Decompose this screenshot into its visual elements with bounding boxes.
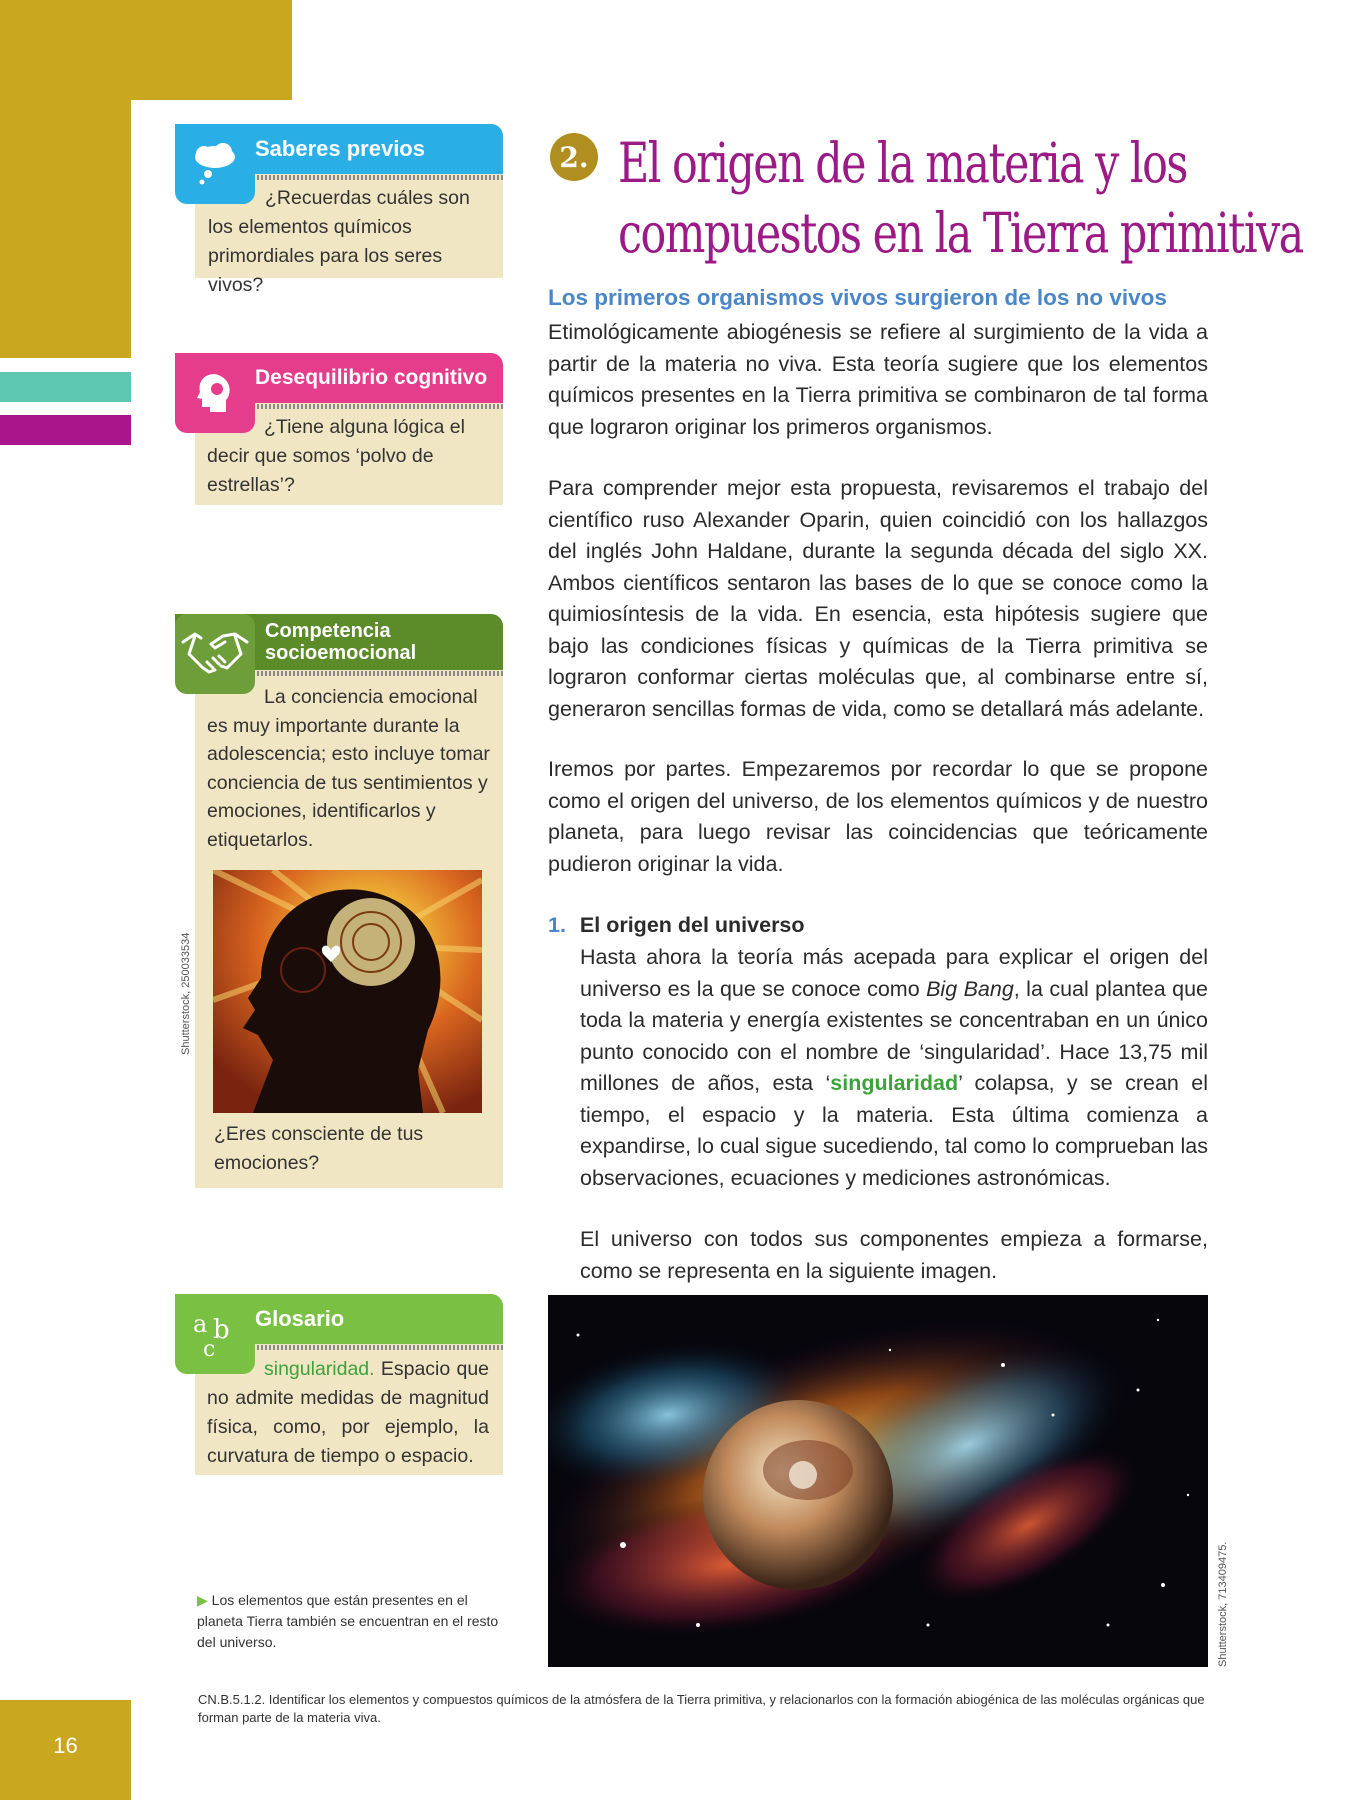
emotional-head-image (213, 870, 482, 1113)
item-1-number: 1. (548, 913, 566, 937)
curriculum-footer-note: CN.B.5.1.2. Identificar los elementos y compuestos químicos de la atmósfera de la Tierra primitiva, y relacionarlos con la formación abiogénica de las moléculas orgánicas que forman parte de la materia viva. (198, 1692, 1205, 1725)
svg-text:c: c (203, 1337, 216, 1362)
item-1-text-b: , la cual plantea que toda la materia y energía existentes se concentraban en un único punto conocido con el nombre de ‘singularidad’. Hace 13,75 mil millones de años, esta ‘ (580, 976, 1208, 1095)
competencia-title-line2: socioemocional (265, 642, 417, 664)
item-1-highlight-term: singularidad (830, 1071, 959, 1095)
section-subhead: Los primeros organismos vivos surgieron de los no vivos (548, 285, 1167, 310)
desequilibrio-title: Desequilibrio cognitivo (255, 366, 488, 389)
page-title-line1: El origen de la materia y los (618, 131, 1187, 195)
item-1-text-a: Hasta ahora la teoría más acepada para explicar el origen del universo es la que se conoce como (580, 945, 1208, 1001)
paragraph-2: Para comprender mejor esta propuesta, revisaremos el trabajo del científico ruso Alexander Oparin, quien coincidió con los hallazgos del inglés John Haldane, durante la segunda década del siglo XX. Ambos científicos sentaron las bases de lo que se conoce como la quimiosíntesis de la vida. En esencia, esta hipótesis sugiere que bajo las condiciones físicas y químicas de la Tierra primitiva se lograron conformar ciertas moléculas que, al combinarse entre sí, generaron sencillas formas de vida, como se detallará más adelante. (548, 476, 1208, 721)
glosario-term: singularidad. (264, 1358, 375, 1380)
competencia-image-credit: Shutterstock, 250033534 (180, 932, 192, 1055)
paragraph-1: Etimológicamente abiogénesis se refiere al surgimiento de la vida a partir de la materia no viva. Esta teoría sugiere que los elementos químicos presentes en la Tierra primitiva se combinaron de tal forma que lograron originar los primeros organismos. (548, 320, 1208, 439)
section-number-badge: 2. (550, 133, 598, 181)
item-1-italic: Big Bang (926, 976, 1014, 1001)
item-1-heading (548, 910, 805, 942)
caption-arrow-icon: ▶ (197, 1592, 208, 1608)
competencia-title-line1: Competencia (265, 620, 391, 642)
desequilibrio-text: ¿Tiene alguna lógica el decir que somos ‘polvo de estrellas’? (207, 416, 465, 496)
page-title-line2: compuestos en la Tierra primitiva (618, 201, 1303, 265)
glosario-title: Glosario (255, 1306, 345, 1331)
image-caption (197, 1590, 502, 1653)
paragraph-3: Iremos por partes. Empezaremos por recordar lo que se propone como el origen del universo, de los elementos químicos y de nuestro planeta, para luego revisar las coincidencias que teóricamente pudieron originar la vida. (548, 757, 1208, 876)
competencia-text: La conciencia emocional es muy importante durante la adolescencia; esto incluye tomar conciencia de tus sentimientos y emociones, identificarlos y etiquetarlos. (207, 686, 490, 851)
image-caption-text: Los elementos que están presentes en el planeta Tierra también se encuentran en el resto del universo. (197, 1592, 499, 1650)
saberes-title: Saberes previos (255, 136, 425, 161)
page-title (618, 128, 1303, 268)
glosario-entry (207, 1355, 489, 1471)
nebula-image-credit: Shutterstock, 713409475. (1217, 1541, 1229, 1667)
svg-text:a: a (193, 1310, 208, 1338)
gold-margin-band (0, 0, 131, 358)
page-number: 16 (53, 1733, 78, 1758)
item-1-title: El origen del universo (579, 913, 805, 937)
glosario-definition: Espacio que no admite medidas de magnitud física, como, por ejemplo, la curvatura de tiempo o espacio. (207, 1358, 490, 1467)
nebula-planet-image (548, 1295, 1208, 1667)
item-1-body (580, 942, 1208, 1194)
magenta-stripe (0, 415, 131, 445)
handshake-icon (175, 614, 255, 694)
svg-text:b: b (213, 1315, 230, 1345)
item-1-text-c: ’ colapsa, y se crean el tiempo, el espacio y la materia. Esta última comienza a expandirse, lo cual sigue sucediendo, tal como lo comprueban las observaciones, ecuaciones y mediciones astronómicas. (580, 1071, 1208, 1190)
saberes-text: ¿Recuerdas cuáles son los elementos químicos primordiales para los seres vivos? (208, 187, 470, 296)
competencia-question: ¿Eres consciente de tus emociones? (214, 1123, 424, 1174)
teal-stripe (0, 372, 131, 402)
paragraph-4: El universo con todos sus componentes empieza a formarse, como se representa en la siguiente imagen. (580, 1227, 1208, 1283)
